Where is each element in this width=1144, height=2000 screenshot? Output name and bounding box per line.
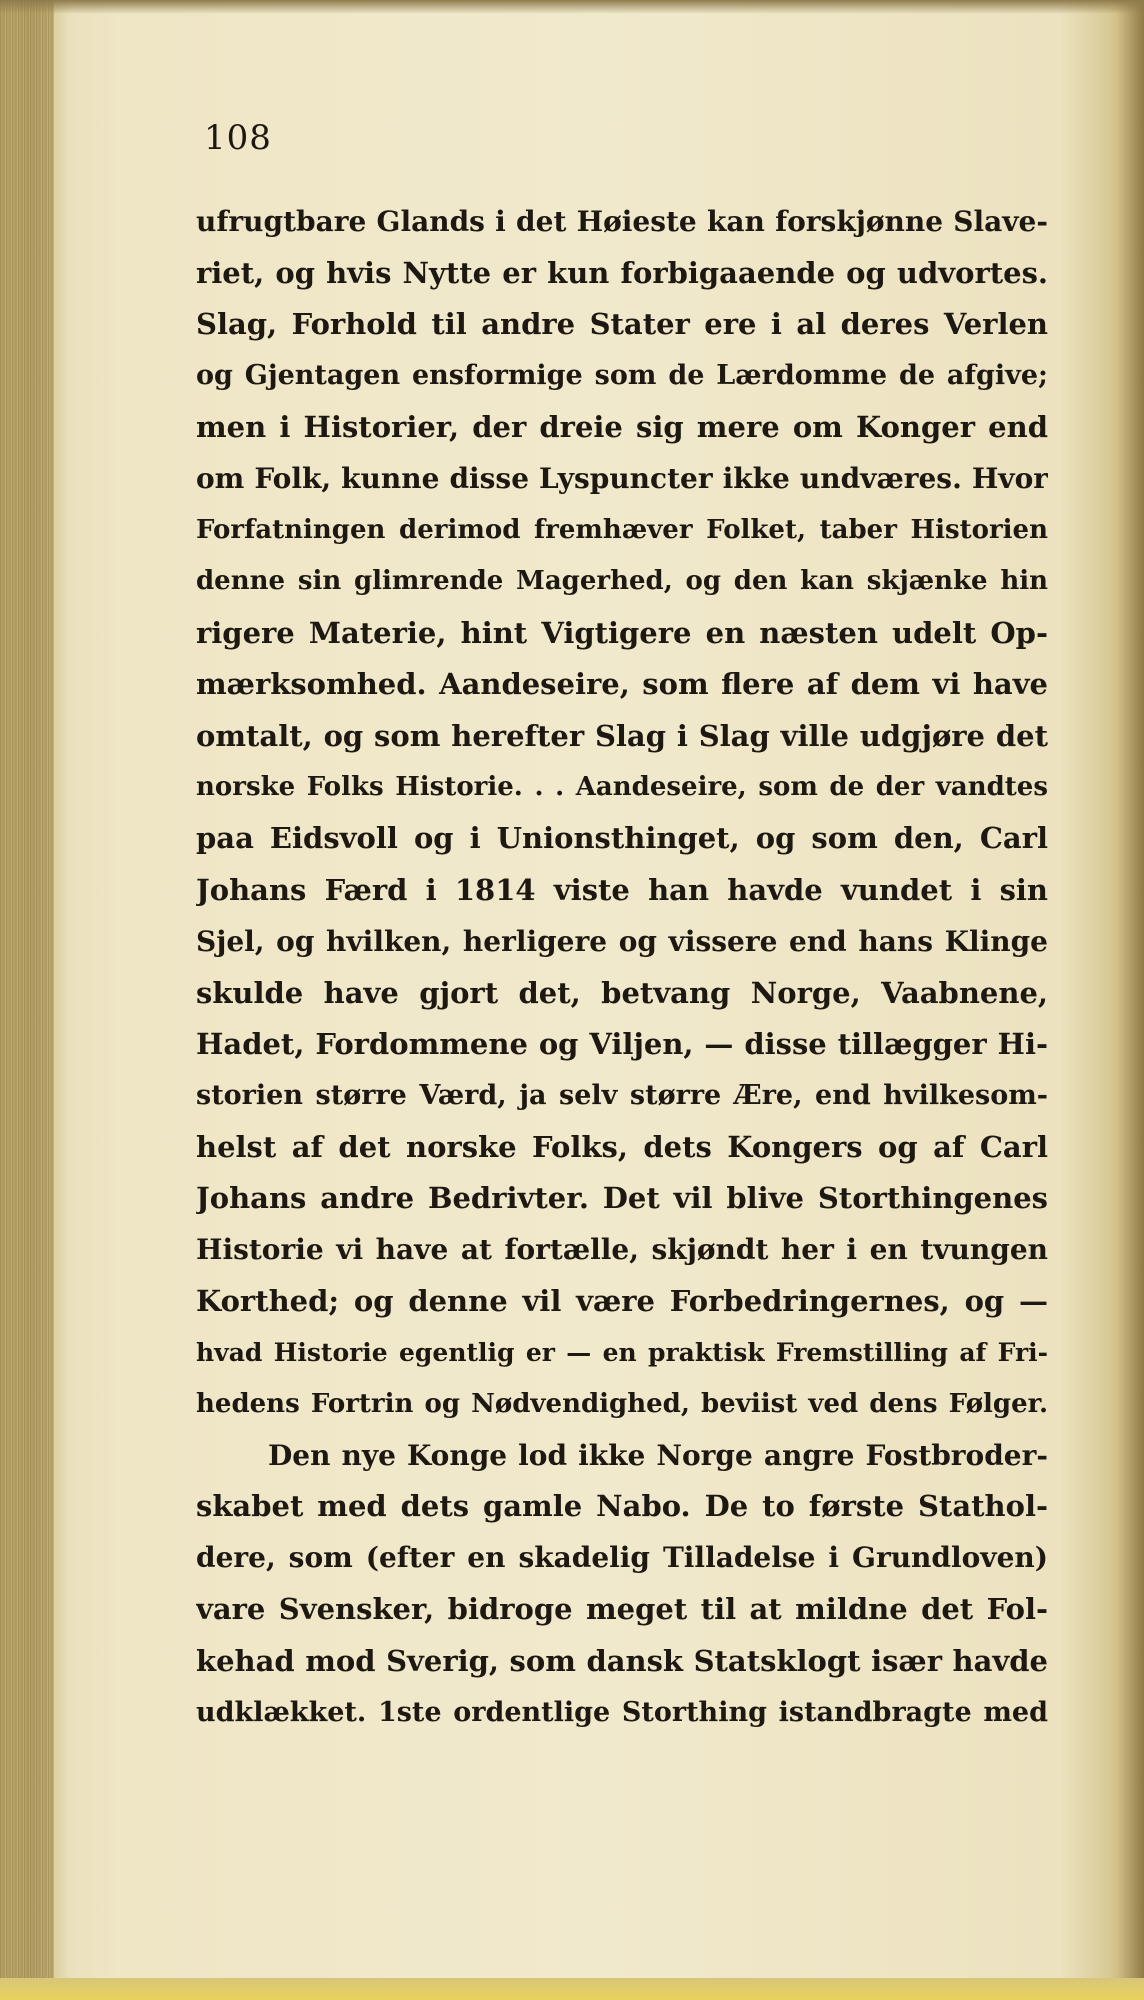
text-line: rigere Materie, hint Vigtigere en næsten udelt Op- [196,615,1048,650]
text-line: Forfatningen derimod fremhæver Folket, taber Historien [196,515,1048,546]
text-line: storien større Værd, ja selv større Ære, end hvilkesom- [196,1079,1048,1111]
text-line: om Folk, kunne disse Lyspuncter ikke undværes. Hvor [196,462,1048,496]
text-line: vare Svensker, bidroge meget til at mildne det Fol- [196,1592,1048,1627]
text-line: men i Historier, der dreie sig mere om Konger end [196,410,1048,445]
text-line-paragraph-start: Den nye Konge lod ikke Norge angre Fostbroder- [268,1438,1048,1472]
text-line: udklækket. 1ste ordentlige Storthing istandbragte med [196,1696,1048,1728]
text-line: mærksomhed. Aandeseire, som flere af dem vi have [196,667,1048,702]
page-number: 108 [204,118,272,158]
right-page-edge [1118,0,1144,2000]
text-line: riet, og hvis Nytte er kun forbigaaende og udvortes. [196,256,1048,291]
top-shadow [0,0,1144,14]
text-line: helst af det norske Folks, dets Kongers og af Carl [196,1129,1048,1164]
left-page-edges [0,0,54,2000]
text-line: norske Folks Historie. . . Aandeseire, som de der vandtes [196,771,1048,802]
text-line: Korthed; og denne vil være Forbedringernes, og — [196,1283,1048,1318]
text-line: kehad mod Sverig, som dansk Statsklogt især havde [196,1643,1048,1678]
text-line: skulde have gjort det, betvang Norge, Vaabnene, [196,975,1048,1010]
text-line: ufrugtbare Glands i det Høieste kan forskjønne Slave- [196,205,1048,239]
text-line: hedens Fortrin og Nødvendighed, beviist ved dens Følger. [196,1388,1048,1419]
text-line: Johans Færd i 1814 viste han havde vundet i sin [196,872,1048,907]
text-line: Historie vi have at fortælle, skjøndt her i en tvungen [196,1233,1048,1266]
text-line: skabet med dets gamle Nabo. De to første Stathol- [196,1489,1048,1524]
text-line: Johans andre Bedrivter. Det vil blive Storthingenes [196,1181,1048,1216]
bottom-edge-strip [0,1978,1144,2000]
text-line: omtalt, og som herefter Slag i Slag ville udgjøre det [196,718,1048,753]
text-line: Sjel, og hvilken, herligere og vissere end hans Klinge [196,924,1048,958]
body-text [196,196,1048,1738]
text-line: denne sin glimrende Magerhed, og den kan skjænke hin [196,566,1048,597]
text-line: dere, som (efter en skadelig Tilladelse i Grundloven) [196,1541,1048,1575]
text-line: Slag, Forhold til andre Stater ere i al deres Verlen [196,307,1048,342]
text-line: og Gjentagen ensformige som de Lærdomme de afgive; [196,360,1048,392]
text-line: Hadet, Fordommene og Viljen, — disse tillægger Hi- [196,1026,1048,1061]
text-line: paa Eidsvoll og i Unionsthinget, og som den, Carl [196,821,1048,856]
text-line: hvad Historie egentlig er — en praktisk Fremstilling af Fri- [196,1337,1048,1367]
